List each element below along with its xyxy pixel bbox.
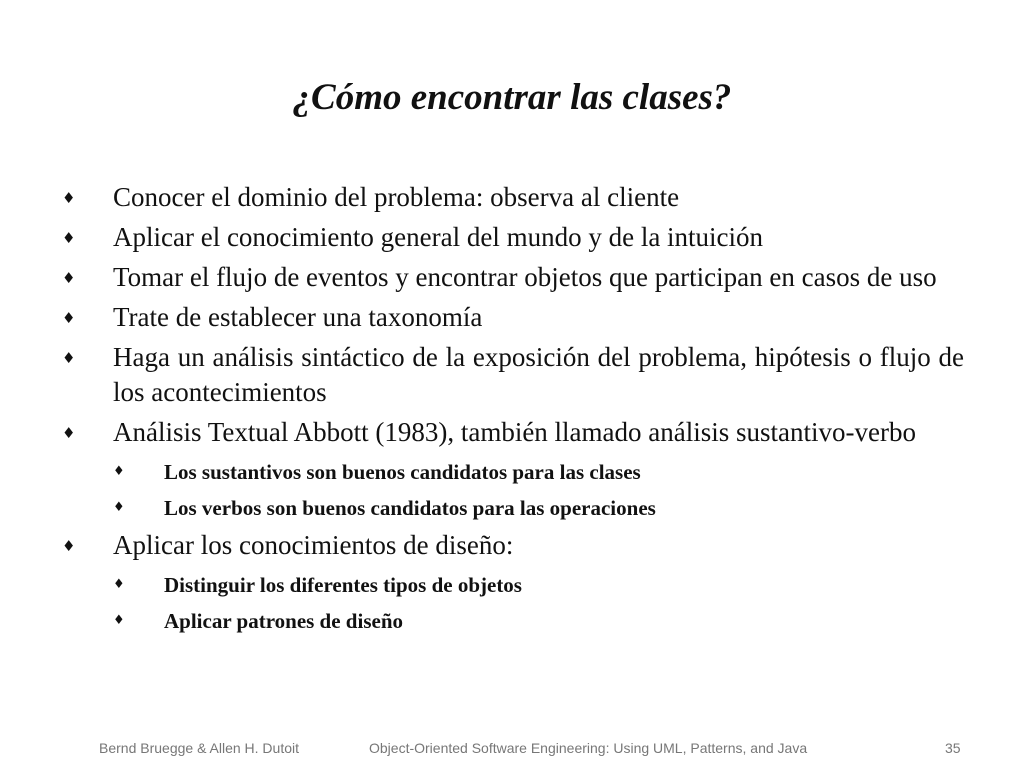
bullet-item bbox=[62, 300, 964, 335]
sub-bullet-text: Distinguir los diferentes tipos de objetos bbox=[164, 573, 522, 597]
sub-bullet-item bbox=[62, 607, 964, 635]
bullet-item bbox=[62, 415, 964, 450]
bullet-text: Tomar el flujo de eventos y encontrar objetos que participan en casos de uso bbox=[113, 262, 937, 292]
bullet-text: Análisis Textual Abbott (1983), también llamado análisis sustantivo-verbo bbox=[113, 417, 916, 447]
diamond-bullet-icon: ♦ bbox=[62, 269, 76, 287]
diamond-sub-bullet-icon: ♦ bbox=[113, 500, 125, 515]
diamond-bullet-icon: ♦ bbox=[62, 309, 76, 327]
sub-bullet-item bbox=[62, 458, 964, 486]
diamond-sub-bullet-icon: ♦ bbox=[113, 464, 125, 479]
bullet-item bbox=[62, 340, 964, 410]
bullet-list bbox=[62, 180, 964, 635]
diamond-sub-bullet-icon: ♦ bbox=[113, 577, 125, 592]
bullet-item bbox=[62, 260, 964, 295]
page-number: 35 bbox=[945, 740, 961, 756]
bullet-text: Conocer el dominio del problema: observa al cliente bbox=[113, 182, 680, 212]
sub-bullet-text: Los sustantivos son buenos candidatos para las clases bbox=[164, 460, 641, 484]
sub-bullet-text: Los verbos son buenos candidatos para las operaciones bbox=[164, 496, 656, 520]
diamond-bullet-icon: ♦ bbox=[62, 229, 76, 247]
footer-authors: Bernd Bruegge & Allen H. Dutoit bbox=[99, 740, 300, 756]
footer-book-title: Object-Oriented Software Engineering: Using UML, Patterns, and Java bbox=[369, 740, 808, 756]
bullet-item bbox=[62, 528, 964, 563]
sub-bullet-item bbox=[62, 571, 964, 599]
diamond-bullet-icon: ♦ bbox=[62, 189, 76, 207]
diamond-bullet-icon: ♦ bbox=[62, 537, 76, 555]
slide-title: ¿Cómo encontrar las clases? bbox=[292, 77, 732, 118]
bullet-text: Aplicar el conocimiento general del mundo y de la intuición bbox=[113, 222, 764, 252]
bullet-item bbox=[62, 180, 964, 215]
bullet-text: Trate de establecer una taxonomía bbox=[113, 302, 483, 332]
sub-bullet-item bbox=[62, 494, 964, 522]
diamond-sub-bullet-icon: ♦ bbox=[113, 613, 125, 628]
bullet-text: Aplicar los conocimientos de diseño: bbox=[113, 530, 514, 560]
diamond-bullet-icon: ♦ bbox=[62, 424, 76, 442]
bullet-item bbox=[62, 220, 964, 255]
sub-bullet-text: Aplicar patrones de diseño bbox=[164, 609, 403, 633]
diamond-bullet-icon: ♦ bbox=[62, 349, 76, 367]
bullet-text: Haga un análisis sintáctico de la exposición del problema, hipótesis o flujo de los acontecimientos bbox=[113, 342, 964, 407]
